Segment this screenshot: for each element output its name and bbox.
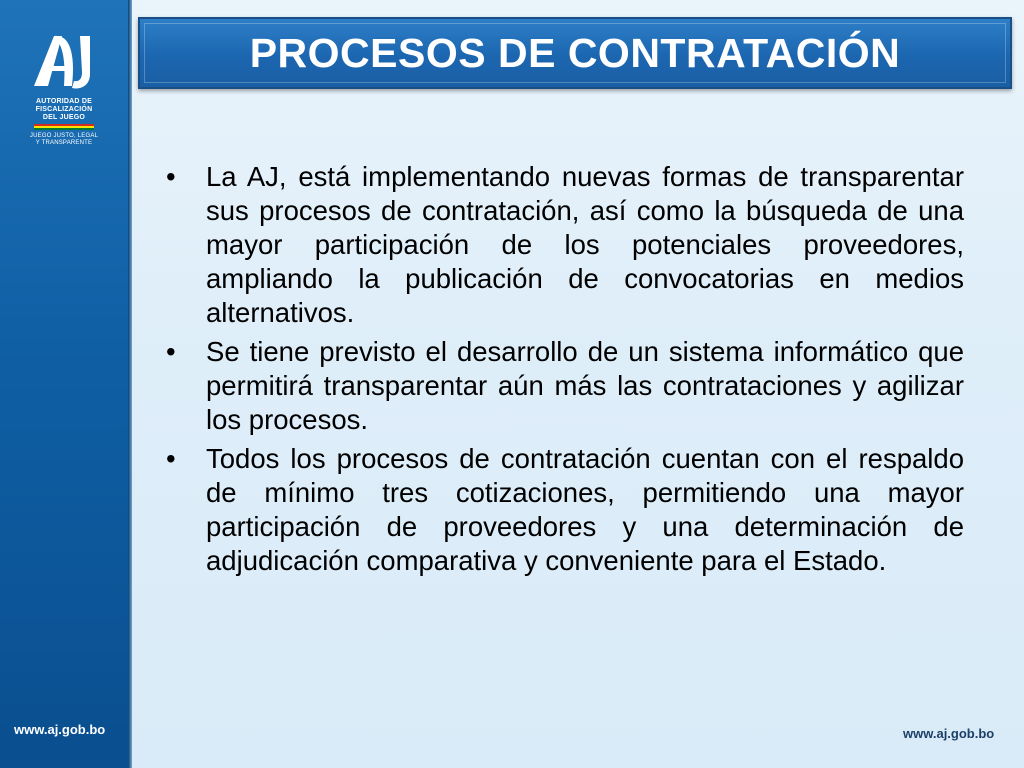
- logo-text-line-1: AUTORIDAD DE: [36, 98, 92, 105]
- bullet-icon: •: [166, 443, 176, 474]
- sidebar-edge-divider: [128, 0, 132, 768]
- logo-tagline-1: JUEGO JUSTO, LEGAL: [29, 133, 99, 139]
- bullet-list: [166, 160, 964, 583]
- flag-stripes-icon: [34, 124, 94, 130]
- list-item-text: La AJ, está implementando nuevas formas de transparentar sus procesos de contratación, así como la búsqueda de una mayor participación de los potenciales proveedores, ampliando la publicación de convocatorias en medios alternativos.: [206, 161, 964, 328]
- list-item: [166, 442, 964, 578]
- list-item: [166, 160, 964, 330]
- list-item-text: Todos los procesos de contratación cuentan con el respaldo de mínimo tres cotizaciones, permitiendo una mayor participación de proveedores y una determinación de adjudicación comparativa y conveniente para el Estado.: [206, 443, 964, 576]
- sidebar-panel: [0, 0, 128, 768]
- logo-text-line-2: FISCALIZACIÓN: [35, 106, 93, 113]
- logo-tagline-2: Y TRANSPARENTE: [35, 140, 93, 146]
- bullet-icon: •: [166, 161, 176, 192]
- list-item-text: Se tiene previsto el desarrollo de un sistema informático que permitirá transparentar aún más las contrataciones y agilizar los procesos.: [206, 336, 964, 435]
- title-banner: [138, 17, 1012, 89]
- page-title: PROCESOS DE CONTRATACIÓN: [249, 29, 901, 76]
- footer-url-left[interactable]: www.aj.gob.bo: [14, 722, 106, 737]
- bullet-icon: •: [166, 336, 176, 367]
- aj-logo-icon: [28, 30, 102, 90]
- logo-text-line-3: DEL JUEGO: [42, 114, 86, 121]
- list-item: [166, 335, 964, 437]
- footer-url-right[interactable]: www.aj.gob.bo: [903, 726, 995, 741]
